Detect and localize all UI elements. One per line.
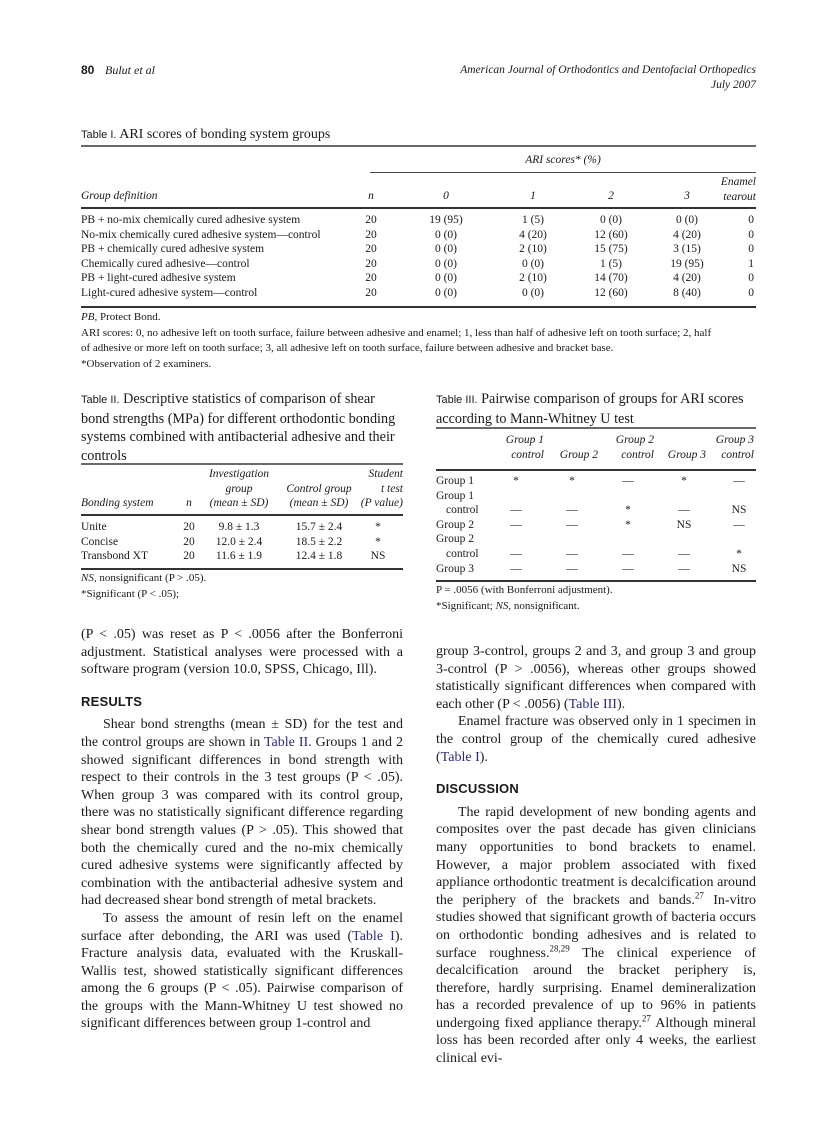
cell-n: 20: [365, 257, 377, 270]
table-2-header-n: n: [186, 497, 192, 509]
row-label-cont: control: [446, 547, 479, 560]
table-row: [81, 535, 403, 550]
cell-score-1: 1 (5): [521, 214, 545, 226]
cell: —: [566, 504, 578, 517]
cell-group: PB + chemically cured adhesive system: [81, 243, 265, 256]
table-2-caption: [81, 390, 403, 465]
right-column: [436, 643, 756, 1068]
citation-ref[interactable]: 27: [694, 890, 704, 901]
cell: —: [678, 504, 690, 517]
row-label: Group 1: [436, 475, 475, 487]
table-3-bottom-rule: [436, 580, 756, 582]
cell: —: [510, 562, 522, 575]
cell-n: 20: [365, 287, 377, 299]
table-1-header-1: 1: [530, 190, 536, 202]
table-2-footnotes: [81, 571, 403, 602]
footnote-ns-def: nonsignificant (P > .05).: [96, 572, 207, 584]
cell: NS: [731, 504, 747, 517]
citation-ref[interactable]: 27: [641, 1013, 651, 1024]
header-line: control: [721, 448, 754, 461]
table-1-caption: [81, 126, 330, 144]
cell: —: [510, 518, 522, 531]
cell-score-1: 2 (10): [519, 243, 547, 256]
table-2: [81, 390, 403, 615]
link-table-1[interactable]: Table I: [440, 749, 480, 765]
cell-score-3: 8 (40): [673, 287, 701, 299]
cell-tearout: 0: [748, 228, 754, 241]
cell: —: [510, 547, 522, 560]
row-label-cont: control: [446, 504, 479, 517]
table-row: [81, 242, 756, 257]
table-1-header-enamel-l2: tearout: [723, 190, 756, 203]
header-line: control: [511, 448, 544, 461]
table-row: [81, 257, 756, 272]
footnote-observation: *Observation of 2 examiners.: [81, 357, 212, 370]
cell-tearout: 0: [748, 214, 754, 226]
text: ). Fracture analysis data, evaluated with the Kruskall-Wallis test, showed statistically significant differences among the 6 groups (P < .05). Pairwise comparison of the groups with the Mann-Whitney U test showed no significant differences between group 1-control and: [81, 928, 403, 1032]
cell-group: Chemically cured adhesive—control: [81, 257, 250, 270]
header-line: (P value): [360, 497, 403, 510]
footnote-p-value: P = .0056 (with Bonferroni adjustment).: [436, 584, 613, 596]
footnote-ari-2: of adhesive or more left on tooth surface; 3, all adhesive left on tooth surface, failure between adhesive and bracket base.: [81, 342, 614, 355]
cell-score-1: 0 (0): [521, 257, 545, 270]
table-1-header-0: 0: [443, 190, 449, 202]
text: The rapid development of new bonding agents and composites over the past decade has given clinicians many opportunities to bond brackets to enamel. However, a major problem associated with fixed appliance orthodontic treatment is decalcification around the periphery of the brackets and bands.: [436, 804, 756, 908]
table-2-top-rule: [81, 463, 403, 465]
table-1-header-rule: [81, 207, 756, 209]
table-1-header-enamel: [701, 175, 756, 204]
paragraph-enamel-fracture: [436, 713, 756, 766]
cell-tearout: 0: [748, 272, 754, 285]
footnote-ns: [81, 571, 403, 587]
cell-score-0: 19 (95): [429, 214, 463, 226]
table-3-col-header: [596, 433, 654, 462]
cell-n: 20: [183, 550, 195, 563]
heading-results: RESULTS: [81, 693, 143, 709]
cell-n: 20: [365, 243, 377, 256]
header-line: Group 2: [559, 448, 598, 461]
cell-group: PB + no-mix chemically cured adhesive system: [81, 214, 301, 226]
cell-n: 20: [365, 272, 377, 285]
cell-score-2: 0 (0): [599, 214, 623, 226]
table-1-bottom-rule: [81, 306, 756, 308]
table-1-header-group: Group definition: [81, 190, 158, 202]
table-2-bottom-rule: [81, 568, 403, 570]
table-row: [81, 286, 756, 301]
table-3-caption: [436, 390, 756, 428]
cell-investigation: 9.8 ± 1.3: [218, 521, 260, 533]
table-3-top-rule: [436, 427, 756, 429]
cell: *: [736, 547, 742, 560]
header-line: Investigation: [208, 468, 270, 480]
footnote-pb-abbr: PB,: [81, 311, 98, 323]
cell: *: [569, 475, 575, 487]
table-1-header-n: n: [368, 190, 374, 202]
cell-score-2: 1 (5): [599, 257, 623, 270]
cell-score-0: 0 (0): [434, 287, 458, 299]
table-3-title-line-2: according to Mann-Whitney U test: [436, 410, 634, 427]
cell-score-0: 0 (0): [434, 272, 458, 285]
footnote-ari-1: ARI scores: 0, no adhesive left on tooth surface, failure between adhesive and enamel; 1, less than half of adhesive left on tooth surface; 2, half: [81, 326, 712, 339]
cell-system: Transbond XT: [81, 550, 148, 563]
cell: —: [566, 518, 578, 531]
text: ).: [616, 696, 626, 712]
table-row: [81, 228, 756, 243]
cell: —: [622, 547, 634, 560]
journal-title: American Journal of Orthodontics and Dentofacial Orthopedics: [460, 64, 756, 76]
table-2-header-investigation: [199, 467, 279, 511]
table-row: [81, 213, 756, 228]
cell: —: [733, 475, 745, 487]
table-3: [436, 390, 756, 615]
cell: —: [566, 547, 578, 560]
cell: NS: [676, 518, 692, 531]
link-table-2[interactable]: Table II: [263, 734, 309, 750]
cell-n: 20: [365, 214, 377, 226]
cell-score-1: 0 (0): [521, 287, 545, 299]
header-line: Group 1: [505, 434, 544, 446]
cell: —: [733, 518, 745, 531]
table-2-header-ttest: [343, 467, 403, 511]
cell-group: No-mix chemically cured adhesive system—control: [81, 228, 321, 241]
cell-score-0: 0 (0): [434, 228, 458, 241]
cell-control: 18.5 ± 2.2: [295, 535, 343, 548]
cell-tearout: 1: [748, 257, 754, 270]
cell-score-1: 4 (20): [519, 228, 547, 241]
header-line: (mean ± SD): [289, 497, 349, 510]
footnote-pb: [81, 310, 756, 326]
cell: —: [678, 547, 690, 560]
header-line: Student: [368, 468, 403, 480]
text: Enamel fracture was observed only in 1 specimen in the control group of the chemically cured adhesive (: [436, 714, 756, 765]
table-row: [436, 532, 756, 562]
footnote-ns-abbr: NS,: [495, 599, 512, 612]
page-number: 80: [81, 63, 95, 77]
cell-tearout: 0: [748, 243, 754, 256]
row-label: Group 2: [436, 533, 475, 546]
cell: —: [678, 562, 690, 575]
cell-score-2: 12 (60): [594, 228, 628, 241]
cell: *: [681, 475, 687, 487]
row-label: Group 3: [436, 562, 475, 575]
paragraph-results-cont: [436, 643, 756, 713]
table-3-col-header: [698, 433, 754, 462]
footnote-pb-def: Protect Bond.: [97, 311, 161, 323]
paragraph-results-1: [81, 716, 403, 910]
cell-p: *: [375, 535, 381, 548]
text: ).: [479, 749, 488, 765]
cell-score-3: 0 (0): [675, 214, 699, 226]
footnote-sig: *Significant;: [436, 599, 496, 612]
link-table-1[interactable]: Table I: [352, 928, 395, 944]
cell: —: [566, 562, 578, 575]
heading-discussion: DISCUSSION: [436, 781, 519, 797]
table-3-header-rule: [436, 469, 756, 471]
cell-score-2: 14 (70): [594, 272, 628, 285]
issue-date: July 2007: [710, 79, 756, 91]
cell-n: 20: [183, 535, 195, 548]
text: In-vitro studies showed that significant growth of bacteria occurs on orthodontic bonding adhesives and is related to surface roughness.: [436, 892, 757, 961]
table-1-header-3: 3: [684, 190, 690, 202]
table-3-footnotes: [436, 583, 756, 614]
cell: —: [622, 562, 634, 575]
header-line: Group 2: [615, 434, 654, 446]
cell-n: 20: [183, 521, 195, 533]
cell: *: [513, 475, 519, 487]
running-authors: Bulut et al: [105, 63, 155, 77]
text: group 3-control, groups 2 and 3, and group 3 and group 3-control (P > .0056), whereas other groups showed statistically significant differences when compared with each other (P < .0056) (: [436, 644, 756, 712]
table-2-label: Table II.: [81, 394, 120, 406]
paragraph-results-2: [81, 910, 403, 1033]
table-2-title-line-2: bond strengths (MPa) for different orthodontic bonding: [81, 410, 396, 427]
table-2-header-system: Bonding system: [81, 497, 154, 509]
paragraph-methods-end: (P < .05) was reset as P < .0056 after the Bonferroni adjustment. Statistical analyses were processed with a software program (version 10.0, SPSS, Chicago, Ill).: [81, 627, 403, 678]
cell-system: Concise: [81, 535, 119, 548]
cell-score-3: 3 (15): [673, 243, 701, 256]
cell-group: Light-cured adhesive system—control: [81, 287, 258, 299]
cell-score-2: 12 (60): [594, 287, 628, 299]
row-label: Group 2: [436, 518, 475, 531]
table-row: [81, 271, 756, 286]
cell: *: [625, 504, 631, 517]
cell-group: PB + light-cured adhesive system: [81, 272, 236, 285]
cell-score-3: 4 (20): [673, 272, 701, 285]
table-row: [436, 489, 756, 519]
table-row: [436, 474, 756, 489]
table-3-label: Table III.: [436, 394, 478, 406]
header-line: Group 3: [715, 434, 754, 446]
text: . Groups 1 and 2 showed significant differences in bond strength with respect to their controls in the 3 test groups (P < .05). When group 3 was compared with its control group, there was no statistically significant difference regarding shear bond strength values (P > .05). This showed that both the chemically cured and the no-mix chemically cured adhesive systems were significantly affected by combination with the antibacterial adhesive system and had decreased shear bond strength of metal brackets.: [81, 734, 403, 909]
footnote-significant: *Significant (P < .05);: [81, 587, 180, 600]
text: To assess the amount of resin left on the enamel surface after debonding, the ARI was used (: [81, 910, 403, 944]
table-1-spanner-rule: [370, 172, 756, 173]
cell-control: 12.4 ± 1.8: [295, 550, 343, 563]
table-row: [81, 520, 403, 535]
cell-score-3: 19 (95): [670, 257, 704, 270]
table-1-label: Table I.: [81, 129, 117, 141]
journal-header: [460, 63, 756, 93]
cell-tearout: 0: [748, 287, 754, 299]
table-3-title-line-1: Pairwise comparison of groups for ARI scores: [481, 391, 744, 407]
cell-p: *: [375, 521, 381, 533]
cell-score-0: 0 (0): [434, 243, 458, 256]
cell-n: 20: [365, 228, 377, 241]
table-1-header-2: 2: [608, 190, 614, 202]
cell: —: [622, 475, 634, 487]
cell-investigation: 12.0 ± 2.4: [215, 535, 263, 548]
table-3-col-header: [546, 448, 598, 463]
link-table-3[interactable]: Table III: [568, 696, 617, 712]
footnote-ns-abbr: NS,: [81, 572, 97, 584]
text: The clinical experience of decalcification around the bracket periphery is, therefore, hardly surprising. Enamel demineralization has a recorded prevalence of up to 96% in patients undergoing fixed appliance therapy.: [436, 945, 756, 1031]
table-2-title-line-4: controls: [81, 447, 127, 464]
header-line: Group 3: [667, 448, 706, 461]
table-2-title-line-1: Descriptive statistics of comparison of shear: [123, 391, 375, 407]
row-label: Group 1: [436, 489, 475, 502]
table-row: [436, 562, 756, 577]
table-1-header-enamel-l1: Enamel: [720, 176, 756, 188]
cell: —: [510, 504, 522, 517]
table-row: [436, 518, 756, 533]
table-2-title-line-3: systems combined with antibacterial adhesive and their: [81, 429, 395, 445]
table-1-spanner: ARI scores* (%): [525, 154, 601, 166]
cell: NS: [731, 562, 747, 575]
table-1-footnotes: [81, 310, 756, 372]
cell: *: [625, 518, 631, 531]
paragraph-discussion-1: [436, 804, 756, 1068]
cell-score-1: 2 (10): [519, 272, 547, 285]
footnote-ns-def: nonsignificant.: [511, 599, 580, 612]
table-1: [81, 123, 756, 370]
table-row: [81, 549, 403, 564]
header-line: t test: [380, 482, 403, 495]
left-column: [81, 626, 403, 1033]
cell-investigation: 11.6 ± 1.9: [215, 550, 263, 563]
cell-system: Unite: [81, 521, 107, 533]
cell-p: NS: [370, 550, 386, 563]
citation-ref[interactable]: 28,29: [549, 942, 570, 953]
text: Shear bond strengths (mean ± SD) for the test and the control groups are shown in: [81, 717, 403, 750]
table-1-top-rule: [81, 145, 756, 147]
cell-score-3: 4 (20): [673, 228, 701, 241]
header-line: (mean ± SD): [209, 497, 269, 510]
cell-control: 15.7 ± 2.4: [295, 521, 343, 533]
header-line: group: [225, 482, 253, 495]
header-line: Control group: [286, 482, 352, 495]
text: Although mineral loss has been recorded after only 4 weeks, the earliest clinical evi-: [436, 1015, 756, 1067]
cell-score-0: 0 (0): [434, 257, 458, 270]
footnote-significance: [436, 599, 756, 615]
table-2-header-rule: [81, 514, 403, 516]
cell-score-2: 15 (75): [594, 243, 628, 256]
header-line: control: [621, 448, 654, 461]
table-3-col-header: [486, 433, 544, 462]
table-1-title: ARI scores of bonding system groups: [119, 127, 331, 142]
